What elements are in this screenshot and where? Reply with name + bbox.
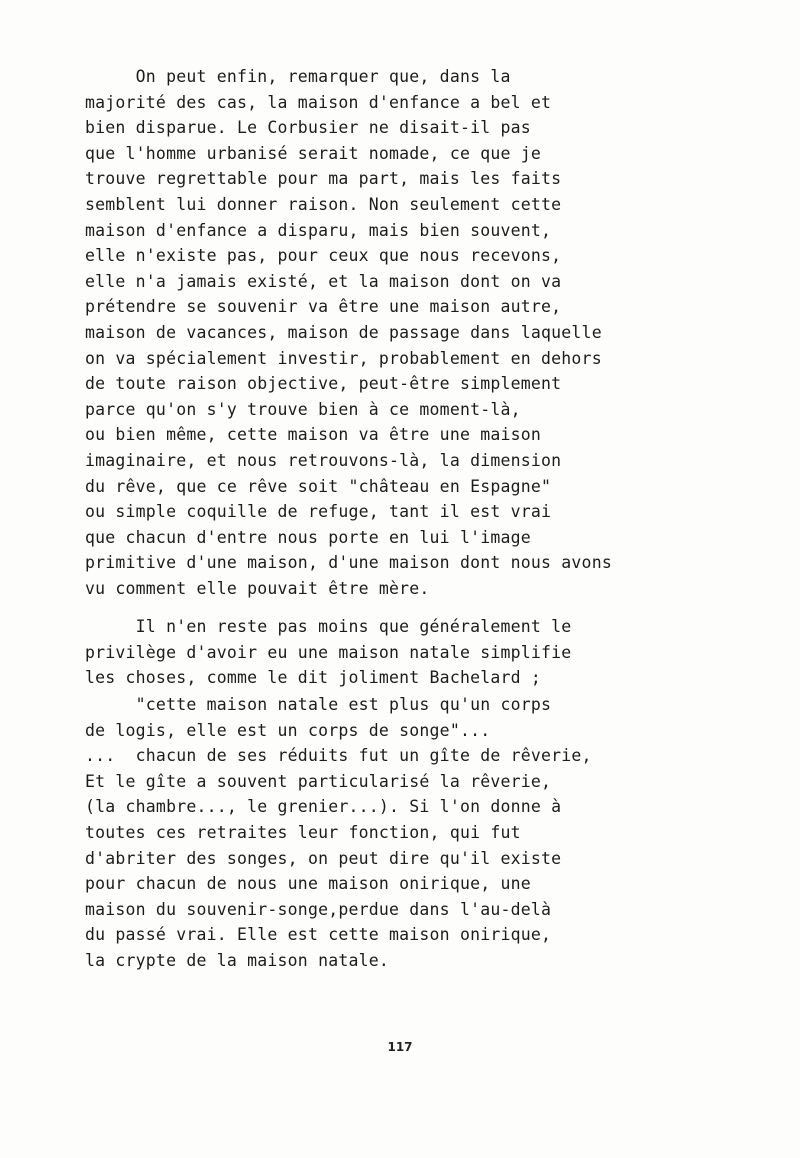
quote-line: la crypte de la maison natale. <box>85 950 390 970</box>
text-line: du rêve, que ce rêve soit "château en Espagne" <box>85 476 552 496</box>
quote-line: maison du souvenir-songe,perdue dans l'au-delà <box>85 899 552 919</box>
text-line: maison d'enfance a disparu, mais bien souvent, <box>85 220 552 240</box>
text-line: privilège d'avoir eu une maison natale simplifie <box>85 642 572 662</box>
text-line: elle n'existe pas, pour ceux que nous recevons, <box>85 246 562 266</box>
text-line: ou bien même, cette maison va être une maison <box>85 425 542 445</box>
text-line: trouve regrettable pour ma part, mais les faits <box>85 169 562 189</box>
quote-line: ... chacun de ses réduits fut un gîte de rêverie, <box>85 746 592 766</box>
text-line: vu comment elle pouvait être mère. <box>85 578 430 598</box>
text-line: maison de vacances, maison de passage dans laquelle <box>85 322 602 342</box>
text-line: ou simple coquille de refuge, tant il est vrai <box>85 502 552 522</box>
text-line: majorité des cas, la maison d'enfance a bel et <box>85 92 552 112</box>
text-line: imaginaire, et nous retrouvons-là, la dimension <box>85 450 562 470</box>
text-line: parce qu'on s'y trouve bien à ce moment-là, <box>85 399 521 419</box>
quote-line: toutes ces retraites leur fonction, qui fut <box>85 822 521 842</box>
quote-line: du passé vrai. Elle est cette maison onirique, <box>85 925 552 945</box>
paragraph-childhood-house <box>85 64 612 601</box>
text-line: prétendre se souvenir va être une maison autre, <box>85 297 562 317</box>
text-line: que l'homme urbanisé serait nomade, ce que je <box>85 143 542 163</box>
quote-line: Et le gîte a souvent particularisé la rêverie, <box>85 771 552 791</box>
text-line: primitive d'une maison, d'une maison dont nous avons <box>85 553 612 573</box>
text-line: de toute raison objective, peut-être simplement <box>85 374 562 394</box>
quote-line: d'abriter des songes, on peut dire qu'il existe <box>85 848 562 868</box>
paragraph-natal-house <box>85 614 571 691</box>
bachelard-quote <box>85 692 592 974</box>
text-line: elle n'a jamais existé, et la maison dont on va <box>85 271 562 291</box>
text-line: Il n'en reste pas moins que généralement le <box>85 617 572 636</box>
quote-line: (la chambre..., le grenier...). Si l'on donne à <box>85 797 562 817</box>
quote-line: de logis, elle est un corps de songe"... <box>85 720 491 740</box>
text-line: que chacun d'entre nous porte en lui l'image <box>85 527 531 547</box>
text-line: on va spécialement investir, probablement en dehors <box>85 348 602 368</box>
quote-line: pour chacun de nous une maison onirique, une <box>85 874 531 894</box>
page-number: 117 <box>387 1040 413 1054</box>
text-line: les choses, comme le dit joliment Bachelard ; <box>85 668 542 688</box>
quote-line: "cette maison natale est plus qu'un corps <box>85 695 552 714</box>
text-line: semblent lui donner raison. Non seulement cette <box>85 194 562 214</box>
text-line: On peut enfin, remarquer que, dans la <box>85 67 511 86</box>
text-line: bien disparue. Le Corbusier ne disait-il pas <box>85 118 531 138</box>
